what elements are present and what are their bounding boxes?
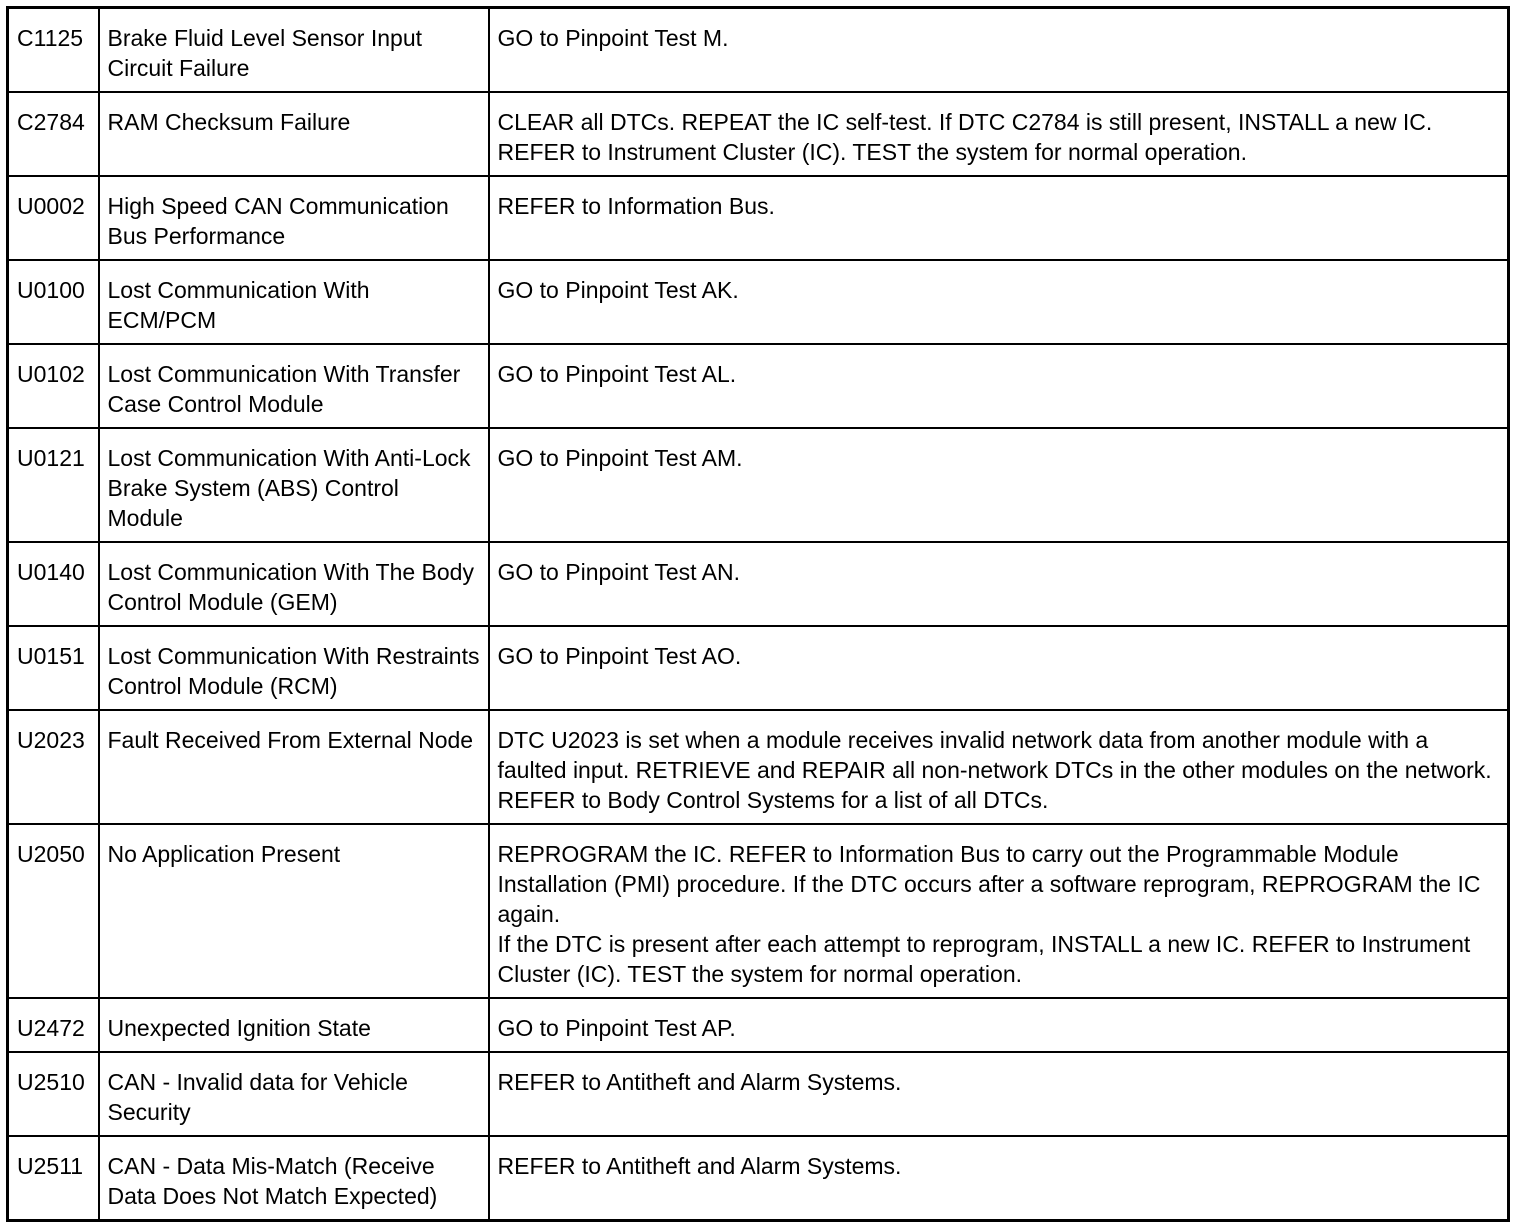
dtc-action (489, 344, 1509, 428)
dtc-action (489, 1052, 1509, 1136)
dtc-description: Fault Received From External Node (99, 710, 489, 824)
dtc-code: U2472 (8, 998, 99, 1052)
table-row (8, 1052, 1509, 1136)
dtc-action-paragraph: DTC U2023 is set when a module receives invalid network data from another module with a faulted input. RETRIEVE and REPAIR all non-network DTCs in the other modules on the network. REFER to Body Control Systems for a list of all DTCs. (497, 727, 1492, 813)
table-row (8, 710, 1509, 824)
dtc-action (489, 176, 1509, 260)
dtc-action-paragraph: GO to Pinpoint Test AO. (497, 643, 742, 669)
table-row (8, 92, 1509, 176)
table-row (8, 344, 1509, 428)
dtc-action-paragraph: CLEAR all DTCs. REPEAT the IC self-test. If DTC C2784 is still present, INSTALL a new IC. REFER to Instrument Cluster (IC). TEST the system for normal operation. (497, 109, 1433, 165)
dtc-action-paragraph: GO to Pinpoint Test AN. (497, 559, 740, 585)
table-row (8, 260, 1509, 344)
table-row (8, 542, 1509, 626)
dtc-code: C2784 (8, 92, 99, 176)
dtc-action (489, 710, 1509, 824)
dtc-description: RAM Checksum Failure (99, 92, 489, 176)
dtc-action (489, 824, 1509, 998)
dtc-action-paragraph: GO to Pinpoint Test AP. (497, 1015, 736, 1041)
dtc-table (6, 6, 1510, 1222)
dtc-action (489, 626, 1509, 710)
dtc-action (489, 92, 1509, 176)
dtc-action-paragraph: REFER to Antitheft and Alarm Systems. (497, 1069, 902, 1095)
dtc-action-paragraph: REFER to Information Bus. (497, 193, 775, 219)
dtc-description: Lost Communication With Transfer Case Control Module (99, 344, 489, 428)
dtc-description: Lost Communication With Anti-Lock Brake System (ABS) Control Module (99, 428, 489, 542)
dtc-action (489, 1136, 1509, 1221)
dtc-code: U2023 (8, 710, 99, 824)
dtc-code: C1125 (8, 8, 99, 93)
dtc-table-body (8, 8, 1509, 1221)
dtc-code: U2050 (8, 824, 99, 998)
dtc-description: CAN - Invalid data for Vehicle Security (99, 1052, 489, 1136)
dtc-action (489, 542, 1509, 626)
dtc-action (489, 8, 1509, 93)
dtc-code: U0151 (8, 626, 99, 710)
dtc-action (489, 998, 1509, 1052)
dtc-action-paragraph: REPROGRAM the IC. REFER to Information Bus to carry out the Programmable Module Installation (PMI) procedure. If the DTC occurs after a software reprogram, REPROGRAM the IC again. (497, 841, 1481, 927)
dtc-action (489, 260, 1509, 344)
dtc-action-paragraph: REFER to Antitheft and Alarm Systems. (497, 1153, 902, 1179)
dtc-code: U2510 (8, 1052, 99, 1136)
dtc-code: U0140 (8, 542, 99, 626)
dtc-action-paragraph: GO to Pinpoint Test M. (497, 25, 729, 51)
dtc-code: U0102 (8, 344, 99, 428)
dtc-description: Unexpected Ignition State (99, 998, 489, 1052)
dtc-code: U2511 (8, 1136, 99, 1221)
dtc-description: Lost Communication With Restraints Control Module (RCM) (99, 626, 489, 710)
dtc-action-paragraph: GO to Pinpoint Test AL. (497, 361, 737, 387)
table-row (8, 1136, 1509, 1221)
table-row (8, 824, 1509, 998)
dtc-description: CAN - Data Mis-Match (Receive Data Does Not Match Expected) (99, 1136, 489, 1221)
dtc-description: Brake Fluid Level Sensor Input Circuit Failure (99, 8, 489, 93)
table-row (8, 626, 1509, 710)
table-row (8, 176, 1509, 260)
dtc-code: U0100 (8, 260, 99, 344)
dtc-code: U0121 (8, 428, 99, 542)
dtc-description: High Speed CAN Communication Bus Performance (99, 176, 489, 260)
dtc-code: U0002 (8, 176, 99, 260)
dtc-action-paragraph: GO to Pinpoint Test AM. (497, 445, 743, 471)
dtc-action (489, 428, 1509, 542)
table-row (8, 998, 1509, 1052)
table-row (8, 8, 1509, 93)
dtc-description: Lost Communication With ECM/PCM (99, 260, 489, 344)
dtc-action-paragraph: If the DTC is present after each attempt to reprogram, INSTALL a new IC. REFER to Instrument Cluster (IC). TEST the system for normal operation. (497, 931, 1471, 987)
dtc-description: No Application Present (99, 824, 489, 998)
table-row (8, 428, 1509, 542)
dtc-action-paragraph: GO to Pinpoint Test AK. (497, 277, 739, 303)
dtc-description: Lost Communication With The Body Control Module (GEM) (99, 542, 489, 626)
